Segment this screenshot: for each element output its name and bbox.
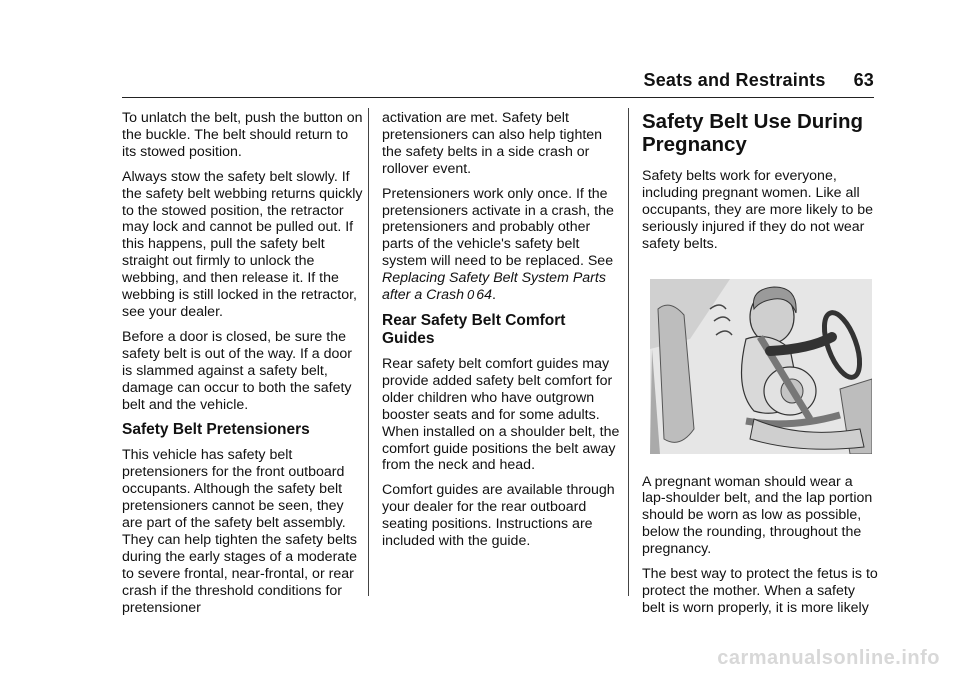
heading-pregnancy: Safety Belt Use During Pregnancy — [642, 110, 863, 156]
paragraph-work-once-text: Pretensioners work only once. If the pretensioners activate in a crash, the pretensioners and probably other parts of the vehicle's safety belt system will need to be replaced. — [382, 185, 614, 270]
paragraph-stow: Always stow the safety belt slowly. If the safety belt webbing returns quickly to the stowed position, the retractor may lock and cannot be pulled out. If this happens, pull the safety belt straight out firmly to unlock the webbing, and then release it. If the webbing is still locked in the retractor, see your dealer. — [122, 168, 363, 320]
paragraph-lap-belt: A pregnant woman should wear a lap-shoulder belt, and the lap portion should be worn as low as possible, below the rounding, throughout the pregnancy. — [642, 473, 873, 558]
paragraph-activation: activation are met. Safety belt pretensioners can also help tighten the safety belts in a side crash or rollover event. — [382, 110, 603, 177]
page-reference-icon: 0 — [467, 287, 475, 303]
paragraph-pretensioners: This vehicle has safety belt pretensioners for the front outboard occupants. Although the safety belt pretensioners cannot be seen, they are part of the safety belt assembly. They can help tighten the safety belts during the early stages of a moderate to severe frontal, near-frontal, or rear crash if the threshold conditions for pretensioner — [122, 447, 358, 616]
paragraph-everyone: Safety belts work for everyone, including pregnant women. Like all occupants, they are more likely to be seriously injured if they do not wear safety belts. — [642, 168, 874, 252]
page-header — [644, 70, 875, 91]
sentence-end: . — [492, 287, 496, 304]
pregnant-driver-illustration — [650, 279, 872, 454]
section-title: Seats and Restraints — [643, 70, 826, 90]
paragraph-protect-fetus: The best way to protect the fetus is to protect the mother. When a safety belt is worn properly, it is more likely — [642, 566, 878, 616]
cross-reference-title: Replacing Safety Belt System Parts after a Crash — [382, 270, 606, 304]
column-3 — [642, 110, 878, 625]
header-rule — [122, 97, 874, 98]
paragraph-comfort-guides: Rear safety belt comfort guides may provide added safety belt comfort for older children who have outgrown booster seats and for some adults. When installed on a shoulder belt, the comfort guide positions the belt away from the neck and head. — [382, 355, 620, 474]
cross-reference-page: 64 — [476, 287, 493, 304]
heading-pretensioners: Safety Belt Pretensioners — [122, 421, 310, 439]
column-1 — [122, 110, 364, 624]
watermark: carmanualsonline.info — [717, 647, 940, 669]
paragraph-door: Before a door is closed, be sure the safety belt is out of the way. If a door is slammed against a safety belt, damage can occur to both the safety belt and the vehicle. — [122, 328, 353, 413]
paragraph-availability: Comfort guides are available through your dealer for the rear outboard seating positions. Instructions are included with the guide. — [382, 482, 615, 550]
paragraph-work-once — [382, 186, 620, 304]
page-number: 63 — [853, 70, 874, 90]
column-divider-2 — [628, 108, 629, 596]
column-divider-1 — [368, 108, 369, 596]
column-2 — [382, 110, 620, 558]
heading-comfort-guides: Rear Safety Belt Comfort Guides — [382, 311, 566, 347]
paragraph-unlatch: To unlatch the belt, push the button on the buckle. The belt should return to its stowed position. — [122, 110, 363, 160]
see-label: See — [587, 253, 614, 270]
